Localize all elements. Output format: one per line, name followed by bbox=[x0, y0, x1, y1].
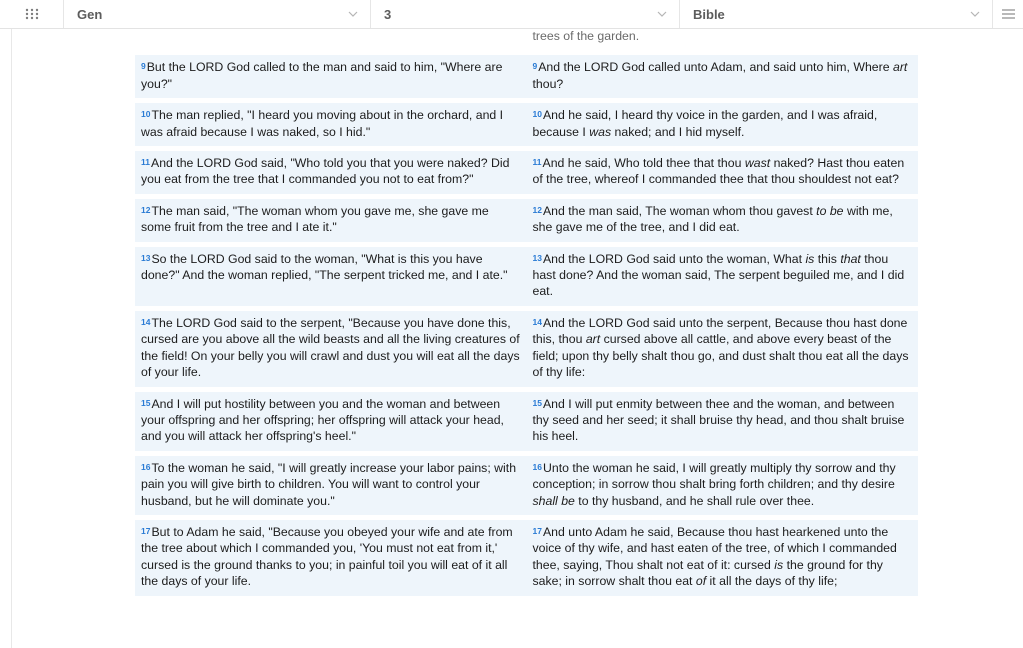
modern-translation-cell bbox=[135, 311, 527, 387]
verse-text: But the LORD God called to the man and said to him, "Where are you?" bbox=[141, 60, 503, 91]
verse-number: 15 bbox=[532, 397, 542, 408]
verse-text: it all the days of thy life; bbox=[706, 574, 838, 589]
partial-verse-text: trees of the garden. bbox=[532, 29, 640, 43]
italic-word: is bbox=[805, 251, 815, 266]
verse-text: And unto Adam he said, Because thou hast hearkened unto the voice of thy wife, and hast eaten of the tree, of which I commanded thee, saying, Thou shalt not eat of it: cursed bbox=[532, 524, 897, 572]
verse-number: 10 bbox=[141, 109, 151, 120]
verse-row bbox=[135, 456, 918, 515]
modern-translation-cell bbox=[135, 520, 527, 596]
kjv-translation-cell bbox=[527, 392, 919, 451]
verse-text: So the LORD God said to the woman, "What is this you have done?" And the woman replied, "The serpent tricked me, and I ate." bbox=[141, 251, 508, 283]
verse-row bbox=[135, 520, 918, 596]
chevron-down-icon bbox=[657, 11, 667, 17]
book-select[interactable] bbox=[64, 0, 371, 28]
verse-text: The man replied, "I heard you moving about in the orchard, and I was afraid because I was naked, so I hid." bbox=[141, 108, 504, 139]
italic-word: of bbox=[695, 574, 707, 589]
verse-row bbox=[135, 392, 918, 451]
verse-number: 12 bbox=[532, 204, 542, 215]
modern-translation-cell bbox=[135, 247, 527, 306]
verse-number: 15 bbox=[141, 397, 151, 408]
verse-number: 14 bbox=[141, 316, 151, 327]
modern-translation-cell bbox=[135, 392, 527, 451]
kjv-translation-cell bbox=[527, 520, 919, 596]
apps-grid-button[interactable] bbox=[0, 0, 64, 28]
italic-word: to be bbox=[816, 203, 844, 218]
kjv-translation-cell bbox=[527, 247, 919, 306]
verse-text: to thy husband, and he shall rule over thee. bbox=[574, 493, 815, 508]
verse-number: 17 bbox=[532, 525, 542, 536]
italic-word: that bbox=[840, 251, 861, 266]
italic-word: art bbox=[893, 60, 908, 75]
grid-icon bbox=[25, 8, 39, 20]
verse-text: And the LORD God said, "Who told you that you were naked? Did you eat from the tree that I commanded you not to eat from?" bbox=[141, 156, 510, 187]
chevron-down-icon bbox=[970, 11, 980, 17]
kjv-translation-cell bbox=[527, 55, 919, 98]
verse-number: 13 bbox=[141, 252, 151, 263]
book-select-value: Gen bbox=[77, 6, 103, 22]
verse-text: And I will put enmity between thee and the woman, and between thy seed and her seed; it shall bruise thy head, and thou shalt bruise his heel. bbox=[532, 396, 905, 444]
verse-text: thou hast done? And the woman said, The serpent beguiled me, and I did eat. bbox=[532, 251, 905, 299]
italic-word: is bbox=[774, 557, 784, 572]
verse-text: And the LORD God called unto Adam, and said unto him, Where bbox=[538, 60, 893, 75]
chapter-select[interactable] bbox=[371, 0, 680, 28]
modern-translation-cell bbox=[135, 151, 527, 194]
verse-text: this bbox=[814, 251, 841, 266]
parallel-bible-table bbox=[135, 24, 918, 601]
verse-number: 17 bbox=[141, 525, 151, 536]
top-toolbar bbox=[0, 0, 1023, 29]
chapter-select-value: 3 bbox=[384, 6, 392, 22]
verse-row bbox=[135, 247, 918, 306]
verse-number: 12 bbox=[141, 204, 151, 215]
verse-text: The LORD God said to the serpent, "Because you have done this, cursed are you above all the wild beasts and all the living creatures of the field! On your belly you will crawl and dust you will eat all the days of your life. bbox=[141, 315, 520, 380]
modern-translation-cell bbox=[135, 103, 527, 146]
verse-row bbox=[135, 199, 918, 242]
verse-row bbox=[135, 311, 918, 387]
italic-word: shall be bbox=[532, 493, 575, 508]
verse-text: cursed above all cattle, and above every beast of the field; upon thy belly shalt thou go, and dust shalt thou eat all the days of thy life: bbox=[532, 332, 909, 380]
kjv-translation-cell bbox=[527, 311, 919, 387]
verse-number: 9 bbox=[141, 61, 146, 72]
verse-text: The man said, "The woman whom you gave me, she gave me some fruit from the tree and I ate it." bbox=[141, 203, 489, 235]
verse-text: Unto the woman he said, I will greatly multiply thy sorrow and thy conception; in sorrow thou shalt bring forth children; and thy desire bbox=[532, 460, 896, 492]
verse-number: 14 bbox=[532, 316, 542, 327]
verse-text: To the woman he said, "I will greatly increase your labor pains; with pain you will give birth to children. You will want to control your husband, but he will dominate you." bbox=[141, 460, 517, 508]
chevron-down-icon bbox=[348, 11, 358, 17]
verse-number: 11 bbox=[532, 157, 542, 168]
verse-number: 9 bbox=[532, 61, 538, 72]
verse-number: 16 bbox=[141, 461, 151, 472]
verse-text: And he said, Who told thee that thou bbox=[542, 156, 745, 171]
verse-text: But to Adam he said, "Because you obeyed your wife and ate from the tree about which I commanded you, 'You must not eat from it,' cursed is the ground thanks to you; in painful toil you will eat of it all the days of your life. bbox=[141, 524, 513, 589]
verse-number: 11 bbox=[141, 157, 150, 168]
italic-word: was bbox=[589, 124, 612, 139]
verse-text: the ground for thy sake; in sorrow shalt thou eat bbox=[532, 557, 883, 589]
left-divider bbox=[11, 29, 12, 648]
verse-row bbox=[135, 55, 918, 98]
hamburger-menu-icon bbox=[1002, 9, 1015, 19]
menu-button[interactable] bbox=[993, 0, 1023, 28]
verse-row bbox=[135, 151, 918, 194]
kjv-translation-cell bbox=[527, 151, 919, 194]
verse-text: with me, she gave me of the tree, and I did eat. bbox=[532, 203, 893, 235]
italic-word: art bbox=[585, 332, 601, 347]
kjv-translation-cell bbox=[527, 103, 919, 146]
verse-text: thou? bbox=[532, 76, 564, 91]
modern-translation-cell bbox=[135, 55, 527, 98]
verse-text: And the LORD God said unto the woman, What bbox=[542, 251, 806, 266]
modern-translation-cell bbox=[135, 456, 527, 515]
kjv-translation-cell bbox=[527, 456, 919, 515]
verse-text: And he said, I heard thy voice in the garden, and I was afraid, because I bbox=[532, 108, 878, 139]
verse-number: 13 bbox=[532, 252, 542, 263]
kjv-translation-cell bbox=[527, 199, 919, 242]
verse-text: naked; and I hid myself. bbox=[611, 124, 745, 139]
version-select[interactable] bbox=[680, 0, 993, 28]
verse-text: naked? Hast thou eaten of the tree, whereof I commanded thee that thou shouldest not eat? bbox=[532, 156, 905, 187]
verse-number: 10 bbox=[532, 109, 542, 120]
modern-translation-cell bbox=[135, 199, 527, 242]
verse-text: And the man said, The woman whom thou gavest bbox=[542, 203, 817, 218]
italic-word: wast bbox=[744, 156, 771, 171]
verse-row bbox=[135, 103, 918, 146]
verse-number: 16 bbox=[532, 461, 542, 472]
version-select-value: Bible bbox=[693, 6, 725, 22]
verse-text: And the LORD God said unto the serpent, Because thou hast done this, thou bbox=[532, 315, 908, 347]
verse-text: And I will put hostility between you and the woman and between your offspring and her offspring; her offspring will attack your head, and you will attack her offspring's heel." bbox=[141, 396, 504, 444]
